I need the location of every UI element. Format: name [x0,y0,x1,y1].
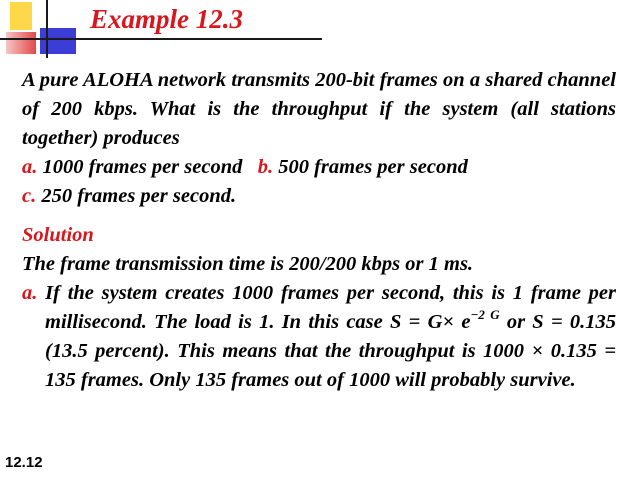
option-a-marker: a. [22,156,38,178]
option-c-text: 250 frames per second. [41,185,237,207]
page-number: 12.12 [5,454,43,471]
spacer [22,211,616,221]
exponent: −2 G [470,307,500,322]
decor-red-square [6,32,36,54]
option-a-text: 1000 frames per second [42,156,243,178]
decor-yellow-square [10,2,32,30]
solution-a-text-2: or S = 0.135 (13.5 percent). This means that the throughput is 1000 × 0.135 = 135 frames. Only 135 frames out of 1000 will probably survive. [45,311,617,391]
solution-heading: Solution [22,224,94,246]
option-c-marker: c. [22,185,37,207]
decor-vertical-line [46,0,48,58]
option-b-text: 500 frames per second [278,156,468,178]
decor-horizontal-line [0,38,322,40]
solution-intro: The frame transmission time is 200/200 kbps or 1 ms. [22,253,474,275]
slide-title: Example 12.3 [90,2,249,36]
problem-statement: A pure ALOHA network transmits 200-bit frames on a shared channel of 200 kbps. What is the throughput if the system (all stations together) produces [22,69,616,149]
solution-a-text-1: If the system creates 1000 frames per second, this is 1 frame per millisecond. The load is 1. In this case S = G× e [45,282,617,333]
option-b-marker: b. [257,156,274,178]
options-line-2 [22,182,616,211]
options-line-1 [22,153,616,182]
solution-a-marker: a. [22,282,38,304]
solution-part-a [22,279,616,395]
slide-content [22,66,616,395]
